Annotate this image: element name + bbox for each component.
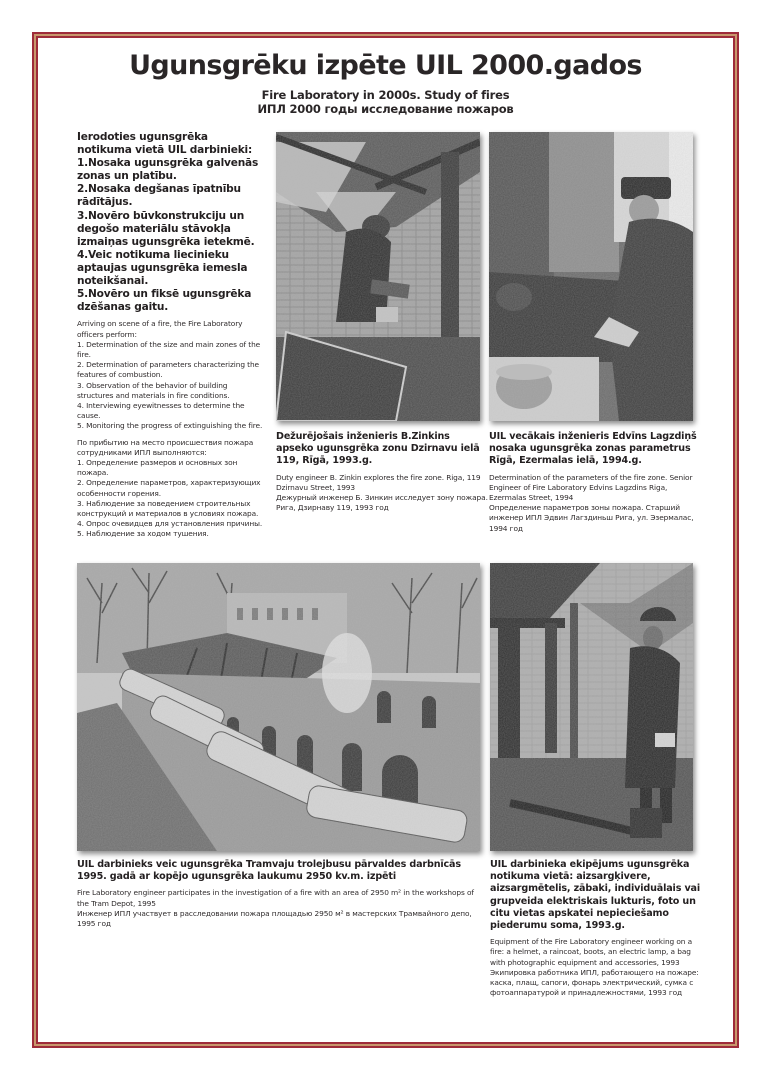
caption-ru: Инженер ИПЛ участвует в расследовании пожара площадью 2950 м² в мастерских Трамвайного депо, 1995 год bbox=[77, 908, 472, 929]
intro-ru-line: 4. Опрос очевидцев для установления причины. bbox=[77, 519, 263, 529]
caption-en: Fire Laboratory engineer participates in the investigation of a fire with an area of 2950 m² in the workshops of the Tram Depot, 1995 bbox=[77, 888, 474, 908]
caption-title-lv: UIL vecākais inženieris Edvīns Lagzdiņš nosaka ugunsgrēka zonas parametrus Rīgā, Ezermalas ielā, 1994.g. bbox=[489, 431, 697, 467]
caption-en: Duty engineer B. Zinkin explores the fire zone. Riga, 119 Dzirnavu Street, 1993 bbox=[276, 472, 481, 492]
caption-tram-depot-fire bbox=[77, 859, 487, 929]
caption-title-lv: UIL darbinieka ekipējums ugunsgrēka notikuma vietā: aizsargķivere, aizsargmētelis, zābaki, individuālais vai grupveida elektriskais lukturis, foto un citu vietas apskatei nepieciešamo piederumu soma, 1993.g. bbox=[490, 859, 701, 932]
caption-title-lv: Dežurējošais inženieris B.Zinkins apseko ugunsgrēka zonu Dzirnavu ielā 119, Rīgā, 1993.g. bbox=[276, 431, 480, 467]
poster-subtitle-en: Fire Laboratory in 2000s. Study of fires bbox=[261, 88, 510, 102]
photo-attic-investigation bbox=[276, 132, 480, 421]
photo-tram-depot-image bbox=[77, 563, 480, 851]
intro-en-line: Arriving on scene of a fire, the Fire Laboratory officers perform: bbox=[77, 319, 243, 339]
photo-fire-zone-parameters bbox=[489, 132, 693, 421]
intro-lv-line: 2.Nosaka degšanas īpatnību rādītājus. bbox=[77, 183, 241, 209]
photo-fire-zone-image bbox=[489, 132, 693, 421]
poster-subtitle-ru: ИПЛ 2000 годы исследование пожаров bbox=[257, 102, 514, 116]
poster-title: Ugunsgrēku izpēte UIL 2000.gados bbox=[129, 50, 642, 81]
caption-body bbox=[276, 473, 488, 514]
caption-body bbox=[77, 888, 487, 929]
caption-en: Equipment of the Fire Laboratory engineer working on a fire: a helmet, a raincoat, boots, an electric lamp, a bag with photographic equipment and accessories, 1993 bbox=[490, 937, 693, 967]
photo-engineer-equipment bbox=[490, 563, 693, 851]
photo-tram-depot-fire bbox=[77, 563, 480, 851]
intro-lv-line: Ierodoties ugunsgrēka notikuma vietā UIL darbinieki: bbox=[77, 131, 253, 157]
intro-en-line: 2. Determination of parameters characterizing the features of combustion. bbox=[77, 360, 259, 380]
intro-lv-line: 1.Nosaka ugunsgrēka galvenās zonas un platību. bbox=[77, 157, 259, 183]
intro-ru-line: 5. Наблюдение за ходом тушения. bbox=[77, 529, 209, 539]
photo-engineer-equipment-image bbox=[490, 563, 693, 851]
intro-ru-line: По прибытию на место происшествия пожара сотрудниками ИПЛ выполняются: bbox=[77, 437, 254, 457]
caption-engineer-equipment bbox=[490, 859, 700, 998]
intro-ru-line: 2. Определение параметров, характеризующих особенности горения. bbox=[77, 478, 261, 498]
intro-en-line: 5. Monitoring the progress of extinguishing the fire. bbox=[77, 421, 263, 431]
intro-text-block bbox=[77, 131, 265, 540]
caption-title-lv: UIL darbinieks veic ugunsgrēka Tramvaju trolejbusu pārvaldes darbnīcās 1995. gadā ar kopējo ugunsgrēka laukumu 2950 kv.m. izpēti bbox=[77, 859, 461, 883]
intro-latvian bbox=[77, 131, 265, 314]
photo-attic-image bbox=[276, 132, 480, 421]
intro-english bbox=[77, 319, 265, 431]
intro-en-line: 1. Determination of the size and main zones of the fire. bbox=[77, 339, 261, 359]
intro-russian bbox=[77, 438, 265, 540]
intro-en-line: 4. Interviewing eyewitnesses to determine the cause. bbox=[77, 400, 245, 421]
intro-lv-line: 3.Novēro būvkonstrukciju un degošo materiālu stāvokļa izmaiņas ugunsgrēka ietekmē. bbox=[77, 209, 255, 248]
intro-ru-line: 3. Наблюдение за поведением строительных конструкций и материалов в условиях пожара. bbox=[77, 498, 259, 518]
intro-en-line: 3. Observation of the behavior of building structures and materials in fire conditions. bbox=[77, 380, 230, 400]
caption-ru: Дежурный инженер Б. Зинкин исследует зону пожара. Рига, Дзирнаву 119, 1993 год bbox=[276, 493, 488, 513]
caption-ru: Определение параметров зоны пожара. Старший инженер ИПЛ Эдвин Лагздиньш Рига, ул. Эзермалас, 1994 год bbox=[489, 503, 694, 533]
intro-ru-line: 1. Определение размеров и основных зон пожара. bbox=[77, 457, 238, 478]
caption-en: Determination of the parameters of the fire zone. Senior Engineer of Fire Laboratory Edvins Lagzdins Riga, Ezermalas Street, 1994 bbox=[489, 472, 693, 503]
caption-ru: Экипировка работника ИПЛ, работающего на пожаре: каска, плащ, сапоги, фонарь электрический, сумка с фотоаппаратурой и принадлежностями, 1993 год bbox=[490, 967, 699, 998]
caption-body bbox=[489, 473, 704, 534]
intro-lv-line: 4.Veic notikuma liecinieku aptaujas ugunsgrēka iemesla noteikšanai. bbox=[77, 248, 248, 288]
intro-lv-line: 5.Novēro un fiksē ugunsgrēka dzēšanas gaitu. bbox=[77, 288, 252, 314]
caption-attic-investigation bbox=[276, 431, 488, 513]
caption-fire-zone-parameters bbox=[489, 431, 704, 534]
caption-body bbox=[490, 937, 700, 998]
